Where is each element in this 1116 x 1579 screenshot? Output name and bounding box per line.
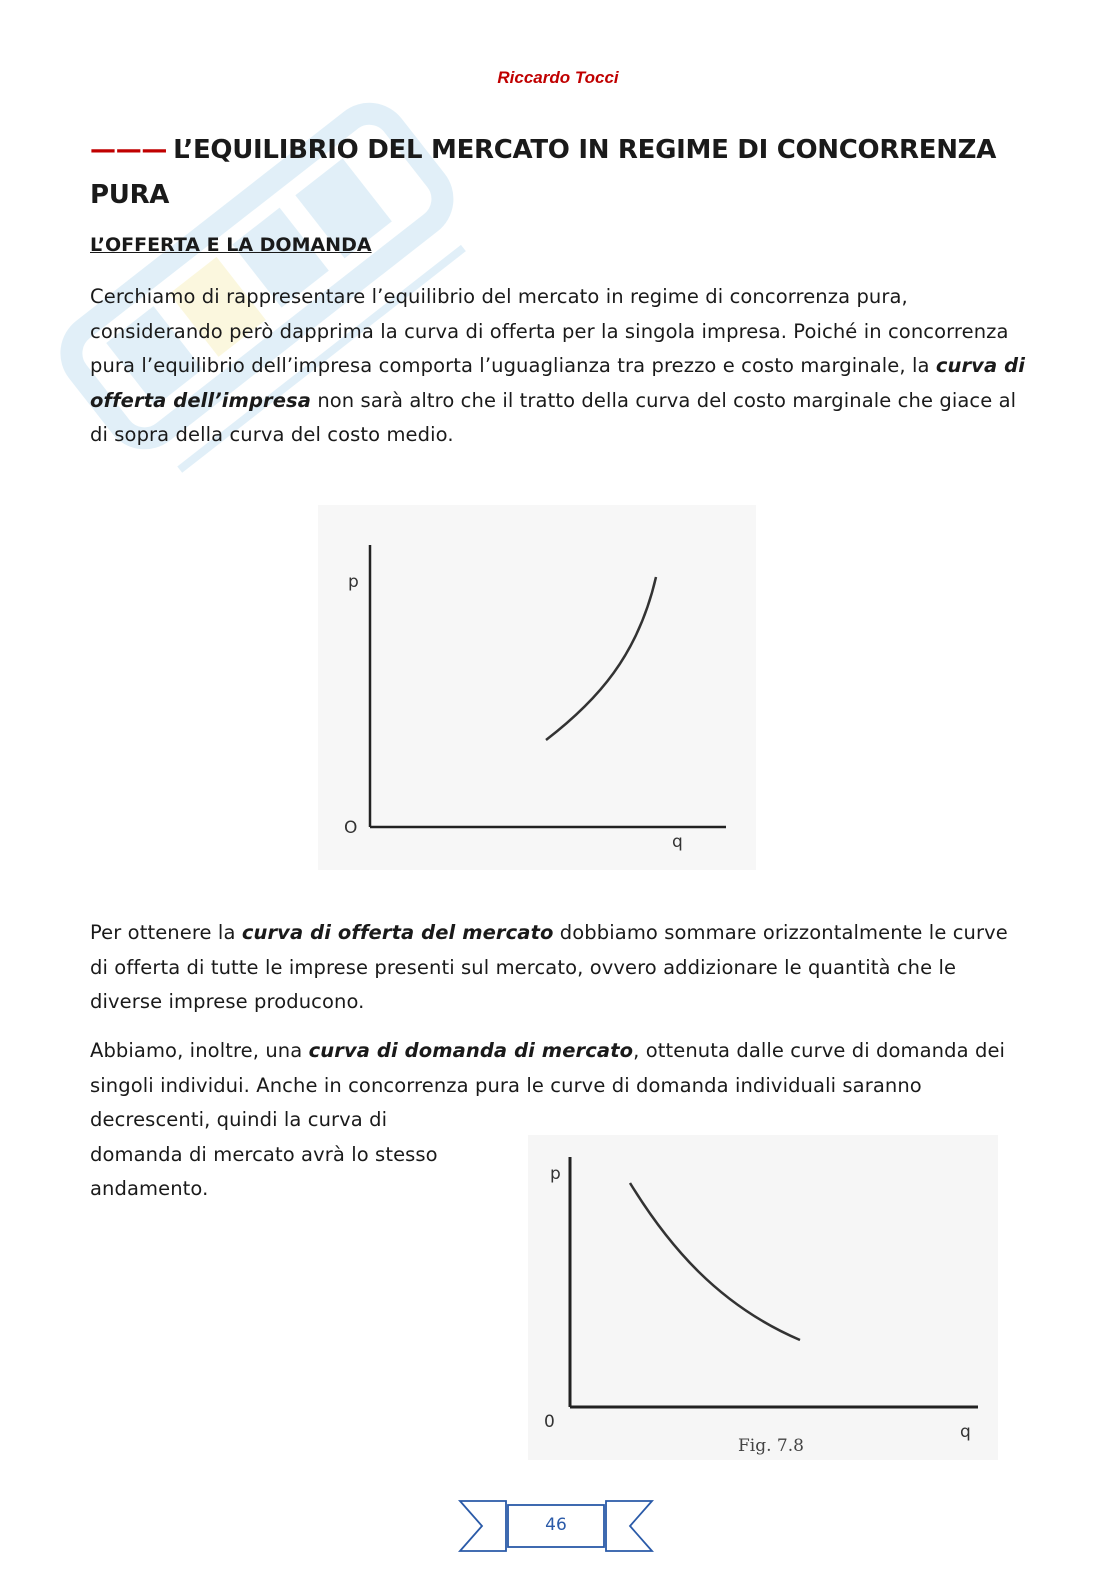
origin-label: O [344,818,358,838]
y-axis-label: p [550,1164,561,1184]
paragraph-firm-supply [90,280,1030,453]
origin-label: 0 [544,1412,555,1432]
paragraph-market-demand [90,1034,1030,1103]
page-number: 46 [545,1515,567,1535]
figure-background [318,505,756,870]
emphasis-term: curva di offerta del mercato [241,921,554,944]
figure-background [528,1135,998,1460]
x-axis-label: q [672,832,683,852]
supply-curve-figure [318,505,756,870]
y-axis-label: p [348,572,359,592]
emphasis-term: curva di domanda di mercato [308,1039,634,1062]
title-dashes: ——— [90,135,168,165]
paragraph-market-supply [90,916,1030,1020]
paragraph-text: Cerchiamo di rappresentare l’equilibrio del mercato in regime di concorrenza pura, considerando però dapprima la curva di offerta per la singola impresa. Poiché in concorrenza pura l’equilibrio dell’impresa comporta l’uguaglianza tra prezzo e costo marginale, la [90,285,1009,377]
section-subtitle: L’OFFERTA E LA DOMANDA [90,234,372,256]
title-text: L’EQUILIBRIO DEL MERCATO IN REGIME DI CONCORRENZA PURA [90,135,997,210]
x-axis-label: q [960,1422,971,1442]
paragraph-text: Abbiamo, inoltre, una [90,1039,309,1062]
figure-caption: Fig. 7.8 [738,1436,804,1456]
paragraph-text: , ottenuta dalle curve di domanda dei singoli individui. Anche in concorrenza pura le curve di domanda individuali saranno [90,1039,1006,1097]
paragraph-text: dobbiamo sommare orizzontalmente le curve di offerta di tutte le imprese presenti sul mercato, ovvero addizionare le quantità che le diverse imprese producono. [90,921,1008,1013]
emphasis-term: curva di offerta dell’impresa [90,354,1025,412]
paragraph-text: non sarà altro che il tratto della curva del costo marginale che giace al di sopra della curva del costo medio. [90,388,1017,446]
paragraph-text: Per ottenere la [90,921,242,944]
demand-curve-figure [528,1135,998,1460]
page-title [90,128,1040,218]
author-name: Riccardo Tocci [497,68,619,87]
paragraph-demand-shape: decrescenti, quindi la curva di domanda di mercato avrà lo stesso andamento. [90,1108,438,1200]
